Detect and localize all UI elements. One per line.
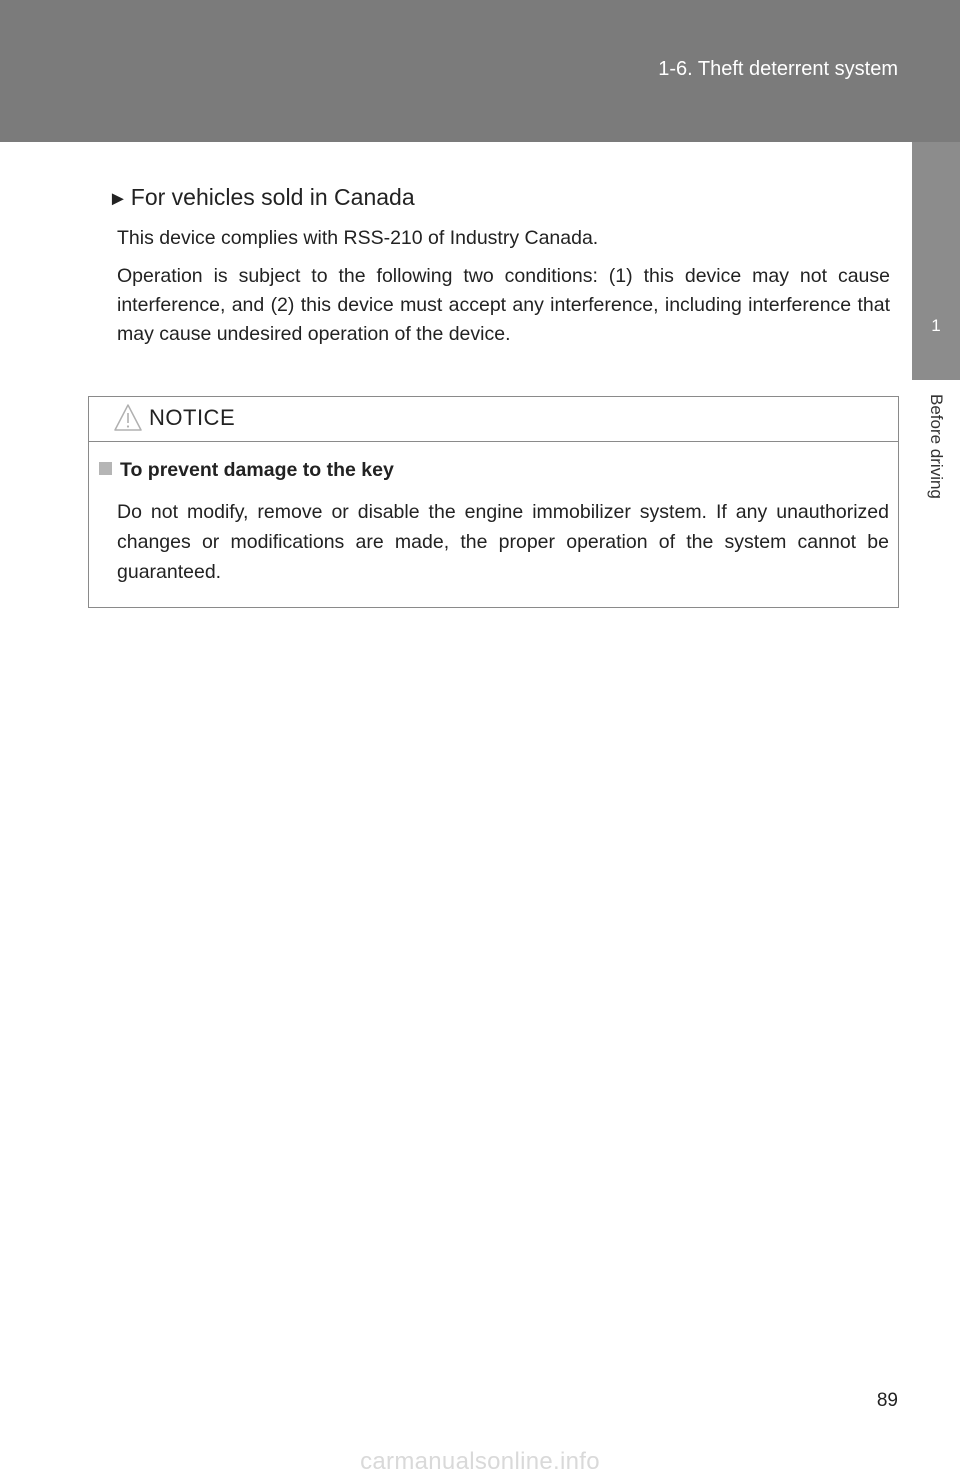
page-number: 89	[876, 1390, 898, 1411]
square-bullet-icon	[99, 462, 112, 475]
notice-header	[89, 397, 898, 442]
chapter-label-tab	[912, 384, 960, 584]
notice-item-title-text: To prevent damage to the key	[120, 459, 394, 481]
notice-label: NOTICE	[149, 405, 236, 430]
paragraph-compliance: This device complies with RSS-210 of Industry Canada.	[117, 227, 599, 249]
warning-triangle-icon	[113, 403, 143, 433]
notice-box	[88, 396, 899, 608]
header-band	[0, 0, 960, 142]
section-title: 1-6. Theft deterrent system	[658, 58, 898, 80]
chapter-number: 1	[931, 316, 941, 335]
subheading-text: For vehicles sold in Canada	[130, 184, 415, 210]
watermark: carmanualsonline.info	[360, 1448, 600, 1475]
paragraph-conditions: Operation is subject to the following two conditions: (1) this device may not cause interference, and (2) this device must accept any interference, including interference that may cause undesired operation of the device.	[117, 265, 890, 345]
triangle-right-icon: ►	[108, 188, 128, 210]
chapter-tab[interactable]	[912, 142, 960, 380]
subheading	[108, 184, 415, 211]
notice-item-body: Do not modify, remove or disable the engine immobilizer system. If any unauthorized changes or modifications are made, the proper operation of the system cannot be guaranteed.	[117, 501, 889, 583]
chapter-label: Before driving	[927, 394, 946, 499]
notice-item-title	[99, 459, 394, 482]
